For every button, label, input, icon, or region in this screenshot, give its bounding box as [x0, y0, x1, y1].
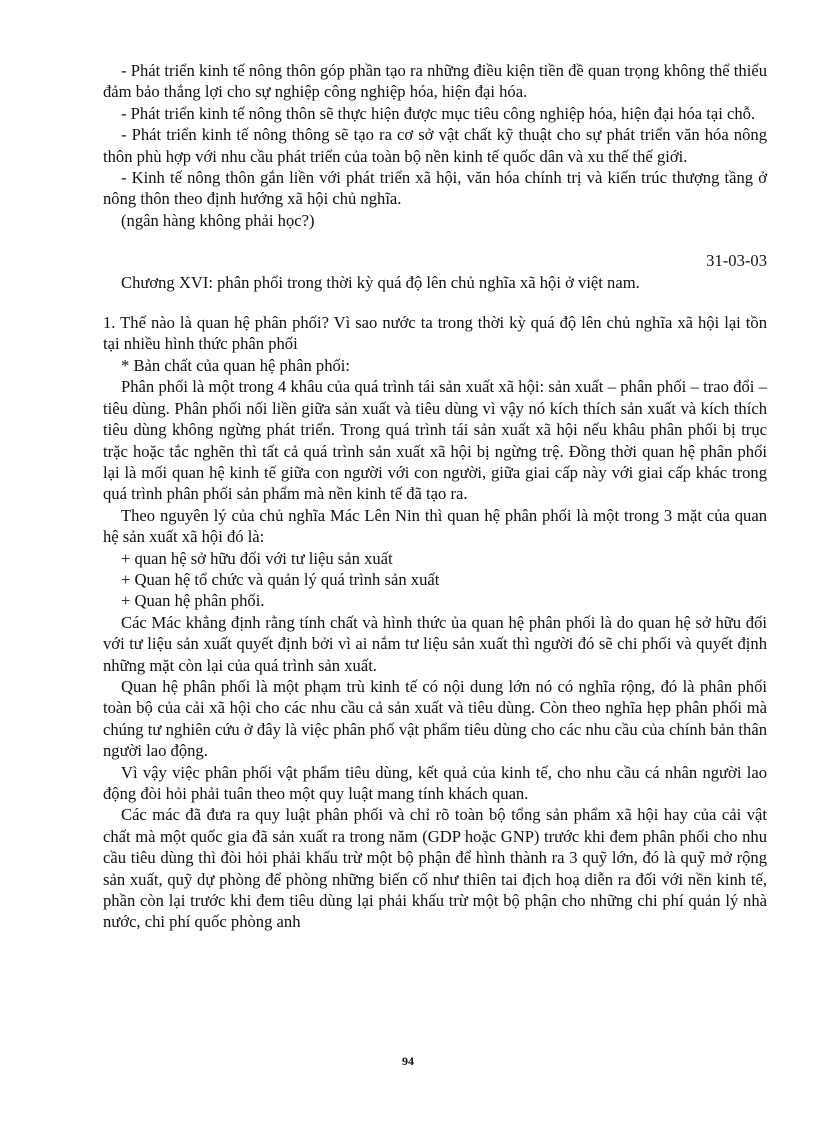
paragraph-body-6: Các mác đã đưa ra quy luật phân phối và chỉ rõ toàn bộ tổng sản phẩm xã hội hay của cải vật chất mà một quốc gia đã sản xuất ra trong năm (GDP hoặc GNP) trước khi đem phân phối cho nhu cầu tiêu dùng thì đòi hỏi phải khấu trừ một bộ phận để hình thành ra 3 quỹ lớn, đó là quỹ mở rộng sản xuất, quỹ dự phòng để phòng những biến cố như thiên tai địch hoạ diễn ra đối với nền kinh tế, phần còn lại trước khi đem tiêu dùng lại phải khấu trừ một bộ phận cho những chi phí quản lý nhà nước, chi phí quốc phòng anh: [103, 805, 767, 932]
paragraph-intro-4: - Kinh tế nông thôn gắn liền với phát triển xã hội, văn hóa chính trị và kiến trúc thượng tầng ở nông thôn theo định hướng xã hội chủ nghĩa.: [103, 168, 767, 209]
list-item: + Quan hệ tổ chức và quản lý quá trình sản xuất: [121, 569, 440, 589]
paragraph-intro-1: - Phát triển kinh tế nông thôn góp phần tạo ra những điều kiện tiền đề quan trọng không thể thiếu đảm bảo thắng lợi cho sự nghiệp công nghiệp hóa, hiện đại hóa.: [103, 61, 767, 102]
paragraph-intro-2: - Phát triển kinh tế nông thôn sẽ thực hiện được mục tiêu công nghiệp hóa, hiện đại hóa tại chỗ.: [121, 103, 756, 123]
chapter-title: Chương XVI: phân phối trong thời kỳ quá độ lên chủ nghĩa xã hội ở việt nam.: [121, 272, 640, 292]
question-heading: 1. Thế nào là quan hệ phân phối? Vì sao nước ta trong thời kỳ quá độ lên chủ nghĩa xã hội lại tồn tại nhiều hình thức phân phối: [103, 313, 767, 354]
list-item: + quan hệ sở hữu đối với tư liệu sản xuất: [121, 548, 393, 568]
page-number: 94: [402, 1054, 414, 1068]
paragraph-intro-3: - Phát triển kinh tế nông thông sẽ tạo ra cơ sở vật chất kỹ thuật cho sự phát triển văn hóa nông thôn phù hợp với nhu cầu phát triển của toàn bộ nền kinh tế quốc dân và xu thế thế giới.: [103, 125, 767, 166]
paragraph-body-1: Phân phối là một trong 4 khâu của quá trình tái sản xuất xã hội: sản xuất – phân phối – trao đổi – tiêu dùng. Phân phối nối liền giữa sản xuất và tiêu dùng vì vậy nó kích thích sản xuất và kích thích tiêu dùng không ngừng phát triển. Trong quá trình tái sản xuất xã hội nếu khâu phân phối bị trục trặc hoặc tắc nghẽn thì tất cả quá trình sản xuất xã hội bị ngừng trệ. Đồng thời quan hệ phân phối lại là mối quan hệ kinh tế giữa con người với con người, giữa giai cấp này với giai cấp khác trong quá trình phân phối sản phẩm mà nền kinh tế đã tạo ra.: [103, 377, 767, 504]
document-page: [103, 60, 767, 933]
subheading: * Bản chất của quan hệ phân phối:: [121, 355, 351, 375]
date-label: 31-03-03: [706, 251, 767, 271]
paragraph-note: (ngân hàng không phải học?): [121, 210, 315, 230]
paragraph-body-4: Quan hệ phân phối là một phạm trù kinh tế có nội dung lớn nó có nghĩa rộng, đó là phân phối toàn bộ của cải xã hội cho các nhu cầu cả sản xuất và tiêu dùng. Còn theo nghĩa hẹp phân phối mà chúng tư nghiên cứu ở đây là việc phân phố vật phẩm tiêu dùng cho các nhu cầu của chính bản thân người lao động.: [103, 676, 767, 761]
paragraph-body-2: Theo nguyên lý của chủ nghĩa Mác Lên Nin thì quan hệ phân phối là một trong 3 mặt của quan hệ sản xuất xã hội đó là:: [103, 505, 767, 547]
list-item: + Quan hệ phân phối.: [121, 591, 265, 611]
paragraph-body-5: Vì vậy việc phân phối vật phẩm tiêu dùng, kết quả của kinh tế, cho nhu cầu cá nhân người lao động đòi hỏi phải tuân theo một quy luật mang tính khách quan.: [103, 762, 767, 803]
paragraph-body-3: Các Mác khẳng định rằng tính chất và hình thức ủa quan hệ phân phối là do quan hệ sở hữu đối với tư liệu sản xuất quyết định bởi vì ai nắm tư liệu sản xuất thì người đó sẽ chi phối và quyết định những mặt còn lại của quá trình sản xuất.: [103, 612, 767, 675]
